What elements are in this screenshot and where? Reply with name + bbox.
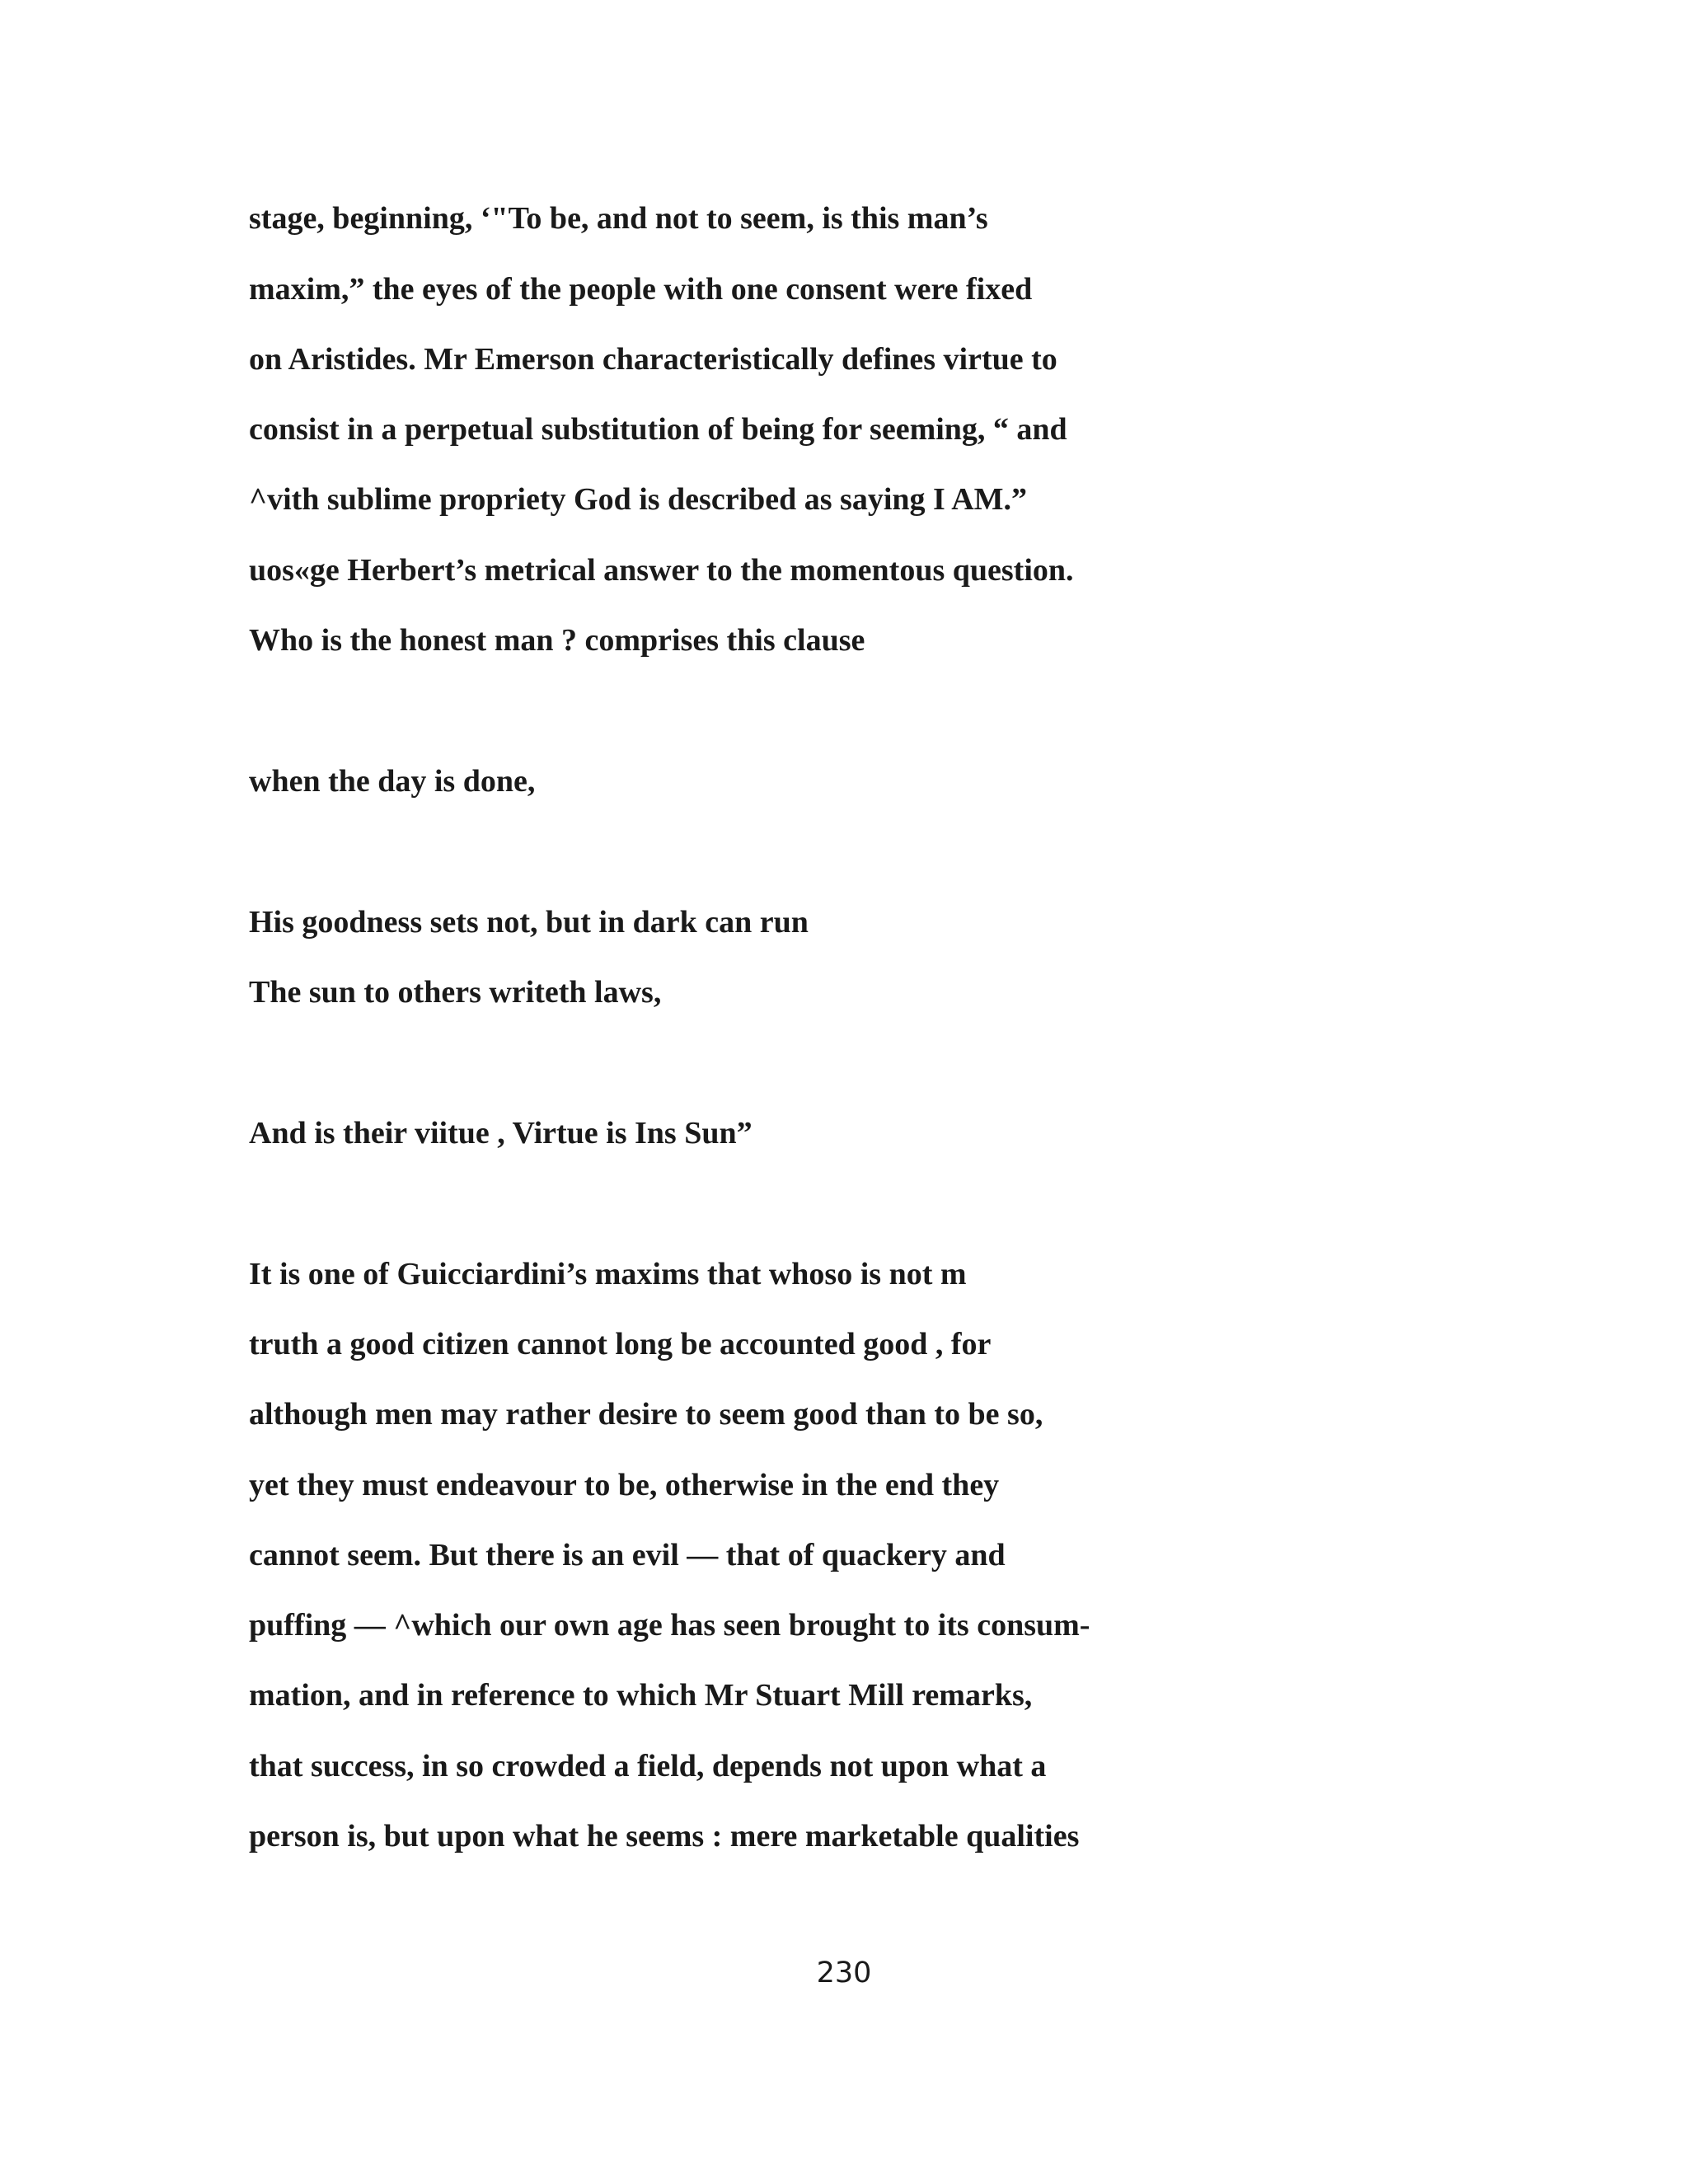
- verse-line: The sun to others writeth laws,: [249, 975, 662, 1010]
- verse-line: His goodness sets not, but in dark can run: [249, 905, 809, 940]
- verse-line: when the day is done,: [249, 764, 536, 799]
- text-line: Who is the honest man ? comprises this clause: [249, 623, 865, 658]
- page-number: 230: [816, 1957, 872, 1990]
- text-line: that success, in so crowded a field, depends not upon what a: [249, 1749, 1047, 1783]
- text-line: yet they must endeavour to be, otherwise in the end they: [249, 1468, 1000, 1502]
- text-line: consist in a perpetual substitution of being for seeming, “ and: [249, 412, 1067, 447]
- text-line: maxim,” the eyes of the people with one consent were fixed: [249, 272, 1033, 307]
- text-line: ^vith sublime propriety God is described as saying I AM.”: [249, 482, 1028, 517]
- text-line: cannot seem. But there is an evil — that of quackery and: [249, 1538, 1006, 1572]
- text-line: stage, beginning, ‘"To be, and not to seem, is this man’s: [249, 201, 988, 236]
- text-line: puffing — ^which our own age has seen brought to its consum-: [249, 1608, 1090, 1643]
- text-line: on Aristides. Mr Emerson characteristically defines virtue to: [249, 342, 1057, 377]
- text-line: uos«ge Herbert’s metrical answer to the momentous question.: [249, 553, 1074, 588]
- text-line: truth a good citizen cannot long be accounted good , for: [249, 1327, 992, 1361]
- text-line: although men may rather desire to seem good than to be so,: [249, 1397, 1043, 1432]
- text-line: It is one of Guicciardini’s maxims that whoso is not m: [249, 1257, 967, 1291]
- verse-line: And is their viitue , Virtue is Ins Sun”: [249, 1116, 753, 1151]
- text-line: mation, and in reference to which Mr Stuart Mill remarks,: [249, 1678, 1033, 1713]
- text-line: person is, but upon what he seems : mere marketable qualities: [249, 1819, 1080, 1854]
